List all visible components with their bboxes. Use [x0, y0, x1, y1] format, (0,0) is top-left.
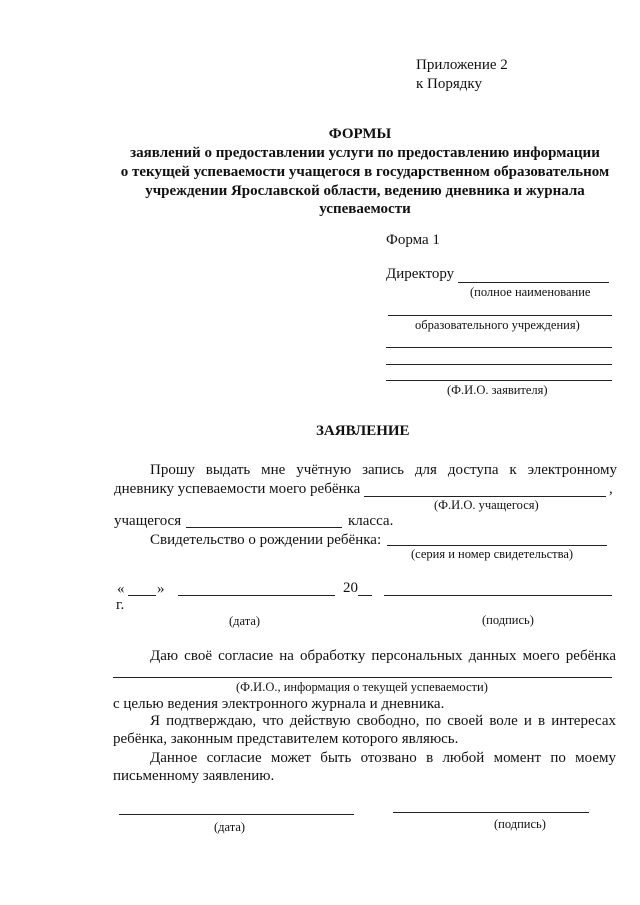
class-line — [186, 527, 342, 528]
confirm-line-1: Я подтверждаю, что действую свободно, по своей воле и в интересах — [150, 713, 616, 729]
confirm-line-2: ребёнка, законным представителем которого являюсь. — [113, 731, 459, 747]
title-line-1: заявлений о предоставлении услуги по предоставлению информации — [130, 145, 600, 161]
quote-open: « — [117, 581, 125, 597]
birth-cert-hint: (серия и номер свидетельства) — [411, 547, 574, 561]
year-line — [358, 595, 372, 596]
forms-heading: ФОРМЫ — [328, 126, 392, 142]
consent-purpose: с целью ведения электронного журнала и дневника. — [113, 696, 445, 712]
signature-hint: (подпись) — [482, 613, 534, 627]
form-label: Форма 1 — [386, 232, 440, 248]
year-prefix: 20 — [343, 580, 358, 596]
month-line — [178, 595, 335, 596]
consent-info-line — [113, 677, 612, 678]
revoke-line-2: письменному заявлению. — [113, 768, 275, 784]
full-name-hint: (полное наименование — [470, 285, 591, 299]
title-line-4: успеваемости — [319, 201, 411, 217]
applicant-line-3 — [386, 380, 612, 381]
student-hint: (Ф.И.О. учащегося) — [434, 498, 539, 512]
revoke-line-1: Данное согласие может быть отозвано в любой момент по моему — [150, 750, 616, 766]
consent-line-1: Даю своё согласие на обработку персональных данных моего ребёнка — [150, 648, 616, 664]
consent-date-hint: (дата) — [214, 820, 246, 834]
consent-signature-hint: (подпись) — [494, 817, 546, 831]
student-label: учащегося — [114, 513, 182, 529]
consent-date-line — [119, 814, 354, 815]
request-line-1: Прошу выдать мне учётную запись для доступа к электронному — [150, 462, 617, 478]
date-hint: (дата) — [229, 614, 261, 628]
year-suffix: г. — [116, 597, 125, 613]
class-label: класса. — [348, 513, 394, 529]
institution-hint: образовательного учреждения) — [415, 318, 580, 332]
applicant-hint: (Ф.И.О. заявителя) — [447, 383, 548, 397]
title-line-2: о текущей успеваемости учащегося в государственном образовательном — [120, 164, 610, 180]
day-line — [128, 595, 156, 596]
birth-cert-label: Свидетельство о рождении ребёнка: — [150, 532, 382, 548]
title-line-3: учреждении Ярославской области, ведению дневника и журнала — [145, 183, 585, 199]
request-comma: , — [609, 481, 613, 497]
applicant-line-2 — [386, 364, 612, 365]
appendix-line-1: Приложение 2 — [416, 57, 508, 73]
quote-close: » — [157, 581, 165, 597]
application-heading: ЗАЯВЛЕНИЕ — [316, 423, 410, 439]
request-line-2: дневнику успеваемости моего ребёнка — [114, 481, 361, 497]
appendix-line-2: к Порядку — [416, 76, 482, 92]
consent-info-hint: (Ф.И.О., информация о текущей успеваемости) — [236, 680, 488, 694]
student-name-line — [364, 496, 606, 497]
signature-line — [384, 595, 612, 596]
consent-signature-line — [393, 812, 589, 813]
director-label: Директору — [386, 266, 455, 282]
birth-cert-line — [387, 545, 607, 546]
director-name-line — [458, 282, 609, 283]
applicant-line-1 — [386, 347, 612, 348]
institution-line-1 — [388, 315, 612, 316]
